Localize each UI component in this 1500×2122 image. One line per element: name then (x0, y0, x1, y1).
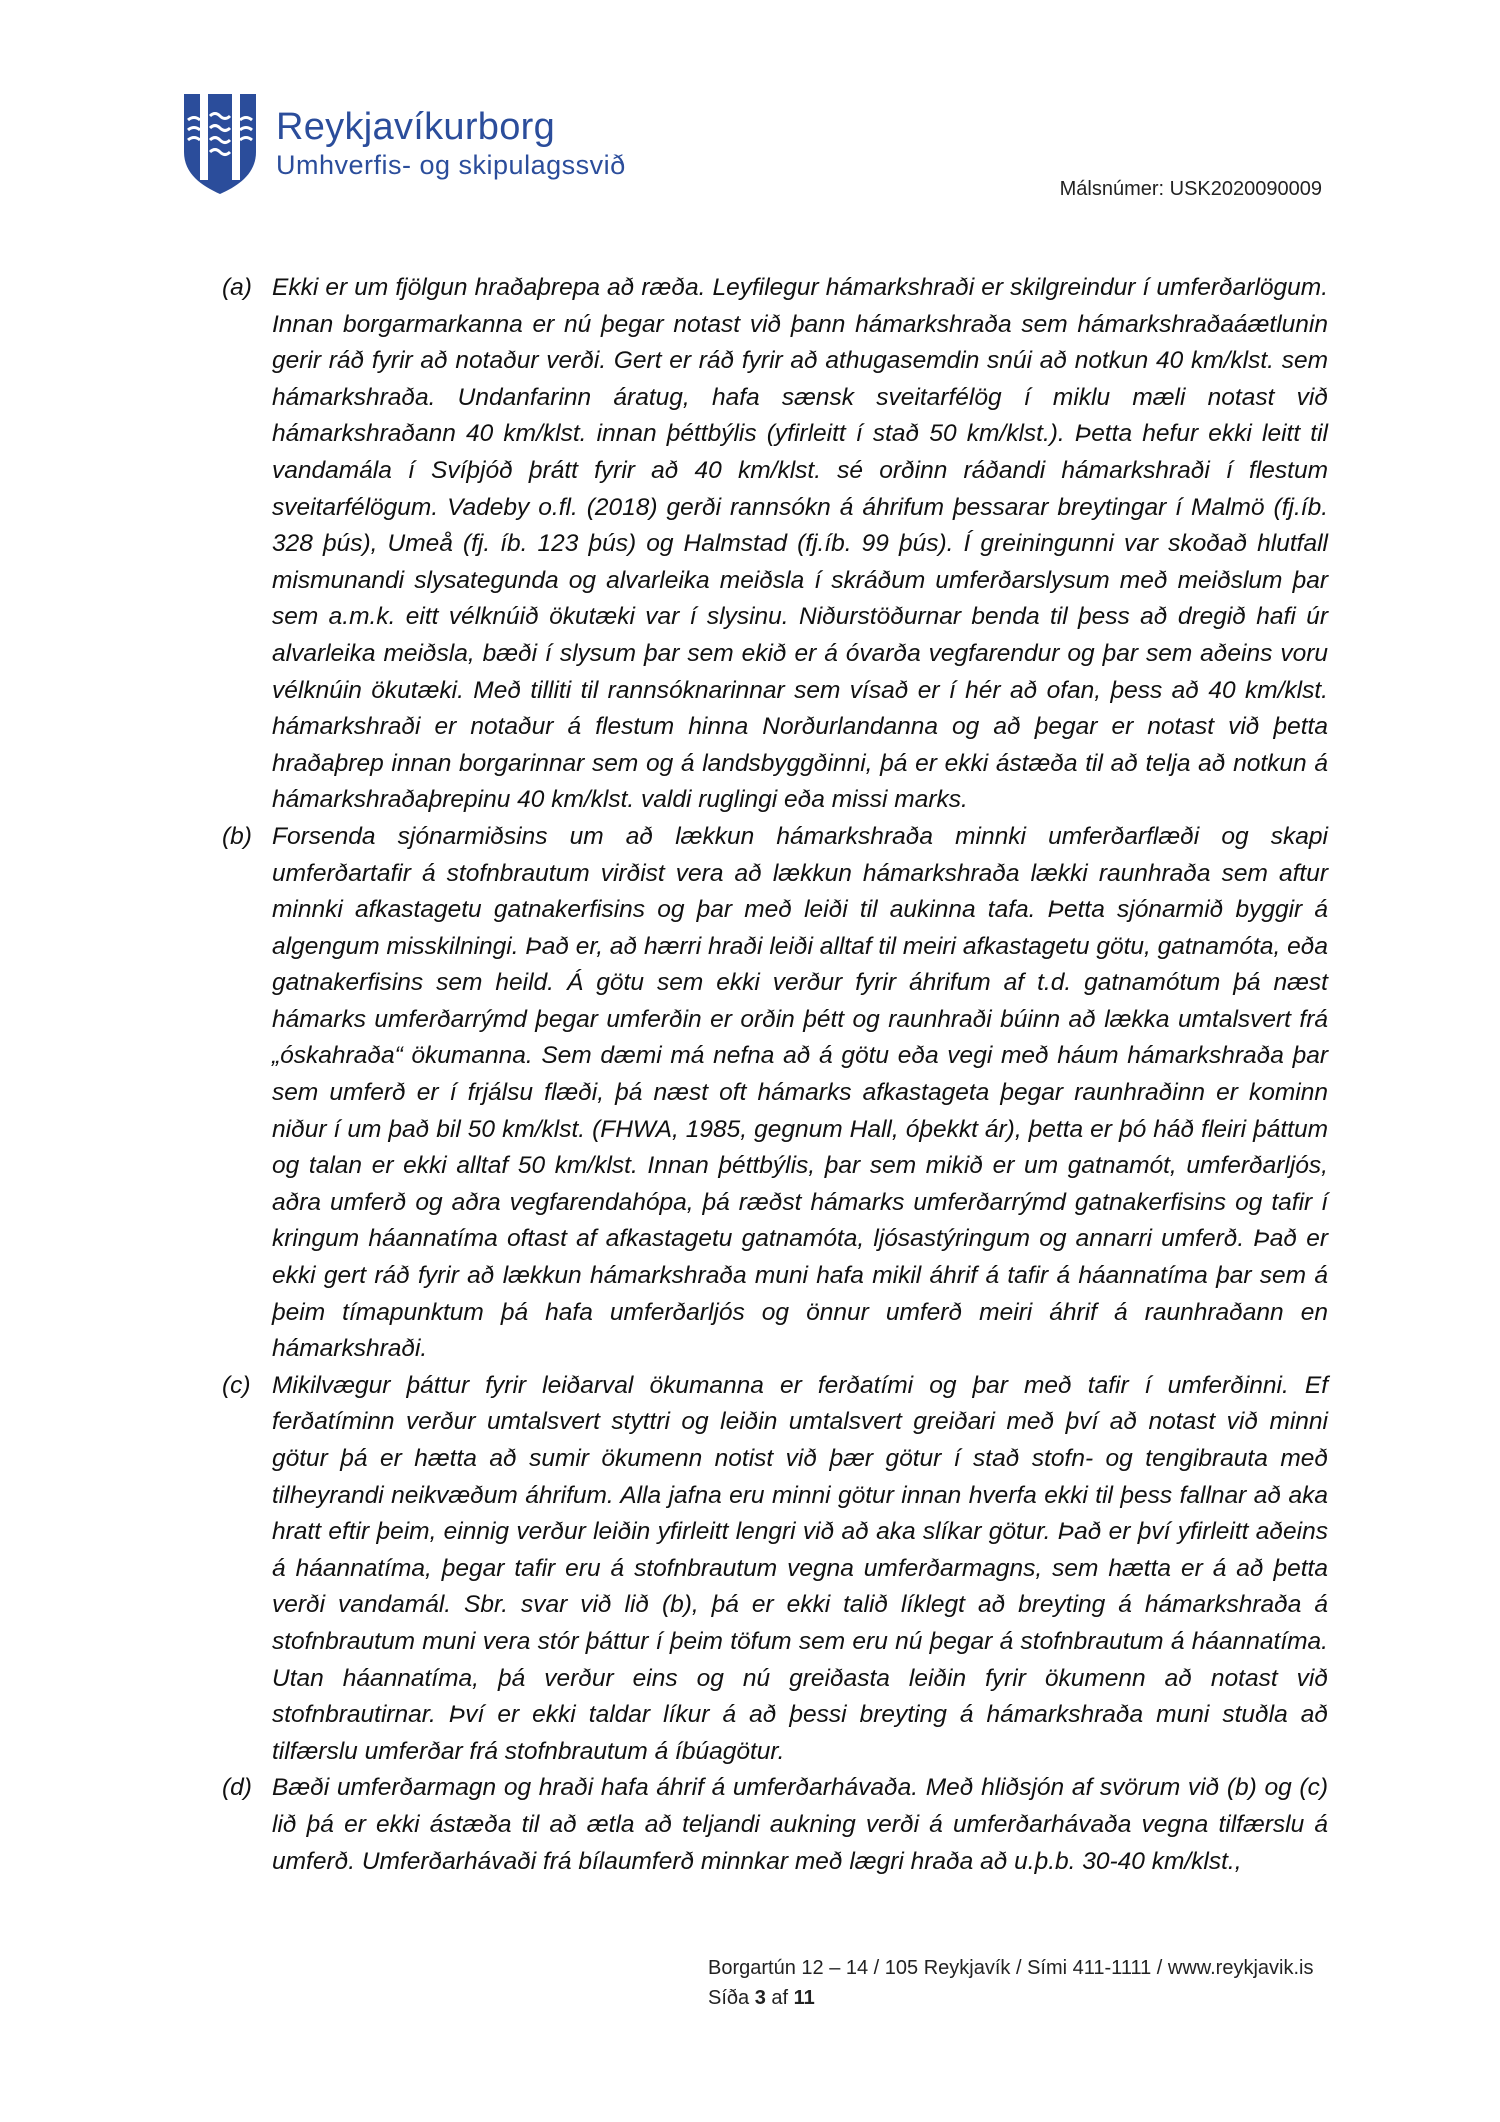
department-name: Umhverfis- og skipulagssvið (276, 150, 626, 180)
list-item-text: Ekki er um fjölgun hraðaþrepa að ræða. Leyfilegur hámarkshraði er skilgreindur í umferðarlögum. Innan borgarmarkanna er nú þegar notast við þann hámarkshraða sem hámarkshraðaáætlunin gerir ráð fyrir að notaður verði. Gert er ráð fyrir að athugasemdin snúi að notkun 40 km/klst. sem hámarkshraða. Undanfarinn áratug, hafa sænsk sveitarfélög í miklu mæli notast við hámarkshraðann 40 km/klst. innan þéttbýlis (yfirleitt í stað 50 km/klst.). Þetta hefur ekki leitt til vandamála í Svíþjóð þrátt fyrir að 40 km/klst. sé orðinn ráðandi hámarkshraði í flestum sveitarfélögum. Vadeby o.fl. (2018) gerði rannsókn á áhrifum þessarar breytingar í Malmö (fj.íb. 328 þús), Umeå (fj. íb. 123 þús) og Halmstad (fj.íb. 99 þús). Í greiningunni var skoðað hlutfall mismunandi slysategunda og alvarleika meiðsla í skráðum umferðarslysum með meiðslum þar sem a.m.k. eitt vélknúið ökutæki var í slysinu. Niðurstöðurnar benda til þess að dregið hafi úr alvarleika meiðsla, bæði í slysum þar sem ekið er á óvarða vegfarendur og þar sem aðeins voru vélknúin ökutæki. Með tilliti til rannsóknarinnar sem vísað er í hér að ofan, þess að 40 km/klst. hámarkshraði er notaður á flestum hinna Norðurlandanna og að þegar er notast við þetta hraðaþrep innan borgarinnar sem og á landsbyggðinni, þá er ekki ástæða til að telja að notkun á hámarkshraðaþrepinu 40 km/klst. valdi ruglingi eða missi marks. (272, 274, 1328, 814)
list-item-marker: (c) (222, 1371, 251, 1399)
list-item-marker: (d) (222, 1774, 252, 1802)
case-number (1060, 178, 1322, 201)
page-of: af (771, 1987, 789, 2009)
list-item-text: Forsenda sjónarmiðsins um að lækkun hámarkshraða minnki umferðarflæði og skapi umferðartafir á stofnbrautum virðist vera að lækkun hámarkshraða lækki raunhraða sem aftur minnki afkastagetu gatnakerfisins og þar með leiði til aukinna tafa. Þetta sjónarmið byggir á algengum misskilningi. Það er, að hærri hraði leiði alltaf til meiri afkastagetu götu, gatnamóta, eða gatnakerfisins sem heild. Á götu sem ekki verður fyrir áhrifum af t.d. gatnamótum þá næst hámarks umferðarrýmd þegar umferðin er orðin þétt og raunhraði búinn að lækka umtalsvert frá „óskahraða“ ökumanna. Sem dæmi má nefna að á götu eða vegi með háum hámarkshraða þar sem umferð er í frjálsu flæði, þá næst oft hámarks afkastageta þegar raunhraðinn er kominn niður í um það bil 50 km/klst. (FHWA, 1985, gegnum Hall, óþekkt ár), þetta er þó háð fleiri þáttum og talan er ekki alltaf 50 km/klst. Innan þéttbýlis, þar sem mikið er um gatnamót, umferðarljós, aðra umferð og aðra vegfarendahópa, þá ræðst hámarks umferðarrýmd gatnakerfisins og tafir í kringum háannatíma oftast af afkastagetu gatnamóta, ljósastýringum og annarri umferð. Það er ekki gert ráð fyrir að lækkun hámarkshraða muni hafa mikil áhrif á tafir á háannatíma þar sem á þeim tímapunktum þá hafa umferðarljós og önnur umferð meiri áhrif á raunhraðann en hámarkshraði. (272, 822, 1328, 1363)
list-item-marker: (b) (222, 822, 252, 850)
page-current: 3 (754, 1987, 766, 2009)
case-number-value: USK2020090009 (1169, 178, 1322, 200)
footer-address: Borgartún 12 – 14 / 105 Reykjavík / Sími 411-1111 / www.reykjavik.is (708, 1957, 1314, 1979)
list-item-text: Mikilvægur þáttur fyrir leiðarval ökumanna er ferðatími og þar með tafir í umferðinni. Ef ferðatíminn verður umtalsvert styttri og leiðin umtalsvert greiðari með því að notast við minni götur þá er hætta að sumir ökumenn notist við þær götur í stað stofn- og tengibrauta með tilheyrandi neikvæðum áhrifum. Alla jafna eru minni götur innan hverfa ekki til þess fallnar að aka hratt eftir þeim, einnig verður leiðin yfirleitt lengri við að aka slíkar götur. Það er því yfirleitt aðeins á háannatíma, þegar tafir eru á stofnbrautum vegna umferðarmagns, sem hætta er á að þetta verði vandamál. Sbr. svar við lið (b), þá er ekki talið líklegt að breyting á hámarkshraða á stofnbrautum muni vera stór þáttur í þeim töfum sem eru nú þegar á stofnbrautum á háannatíma. Utan háannatíma, þá verður eins og nú greiðasta leiðin fyrir ökumenn að notast við stofnbrautirnar. Því er ekki taldar líkur á að þessi breyting á hámarkshraða muni stuðla að tilfærslu umferðar frá stofnbrautum á íbúagötur. (272, 1371, 1328, 1765)
case-number-label: Málsnúmer: (1059, 178, 1165, 200)
list-item-d (222, 1770, 1328, 1880)
page-number (708, 1983, 1313, 2013)
organization-name: Reykjavíkurborg (276, 106, 556, 148)
list-item-c (222, 1368, 1328, 1771)
reykjavik-coat-of-arms-icon (180, 90, 260, 196)
list-item-b (222, 819, 1328, 1368)
page-total: 11 (793, 1987, 815, 2009)
list-item-text: Bæði umferðarmagn og hraði hafa áhrif á umferðarhávaða. Með hliðsjón af svörum við (b) og (c) lið þá er ekki ástæða til að ætla að teljandi aukning verði á umferðarhávaða vegna tilfærslu á umferð. Umferðarhávaði frá bílaumferð minnkar með lægri hraða að u.þ.b. 30-40 km/klst., (272, 1774, 1328, 1875)
list-item-marker: (a) (222, 274, 252, 301)
page-word: Síða (708, 1987, 750, 2009)
page-footer (708, 1953, 1313, 2013)
body-text (222, 270, 1328, 1880)
list-item-a (222, 270, 1328, 819)
